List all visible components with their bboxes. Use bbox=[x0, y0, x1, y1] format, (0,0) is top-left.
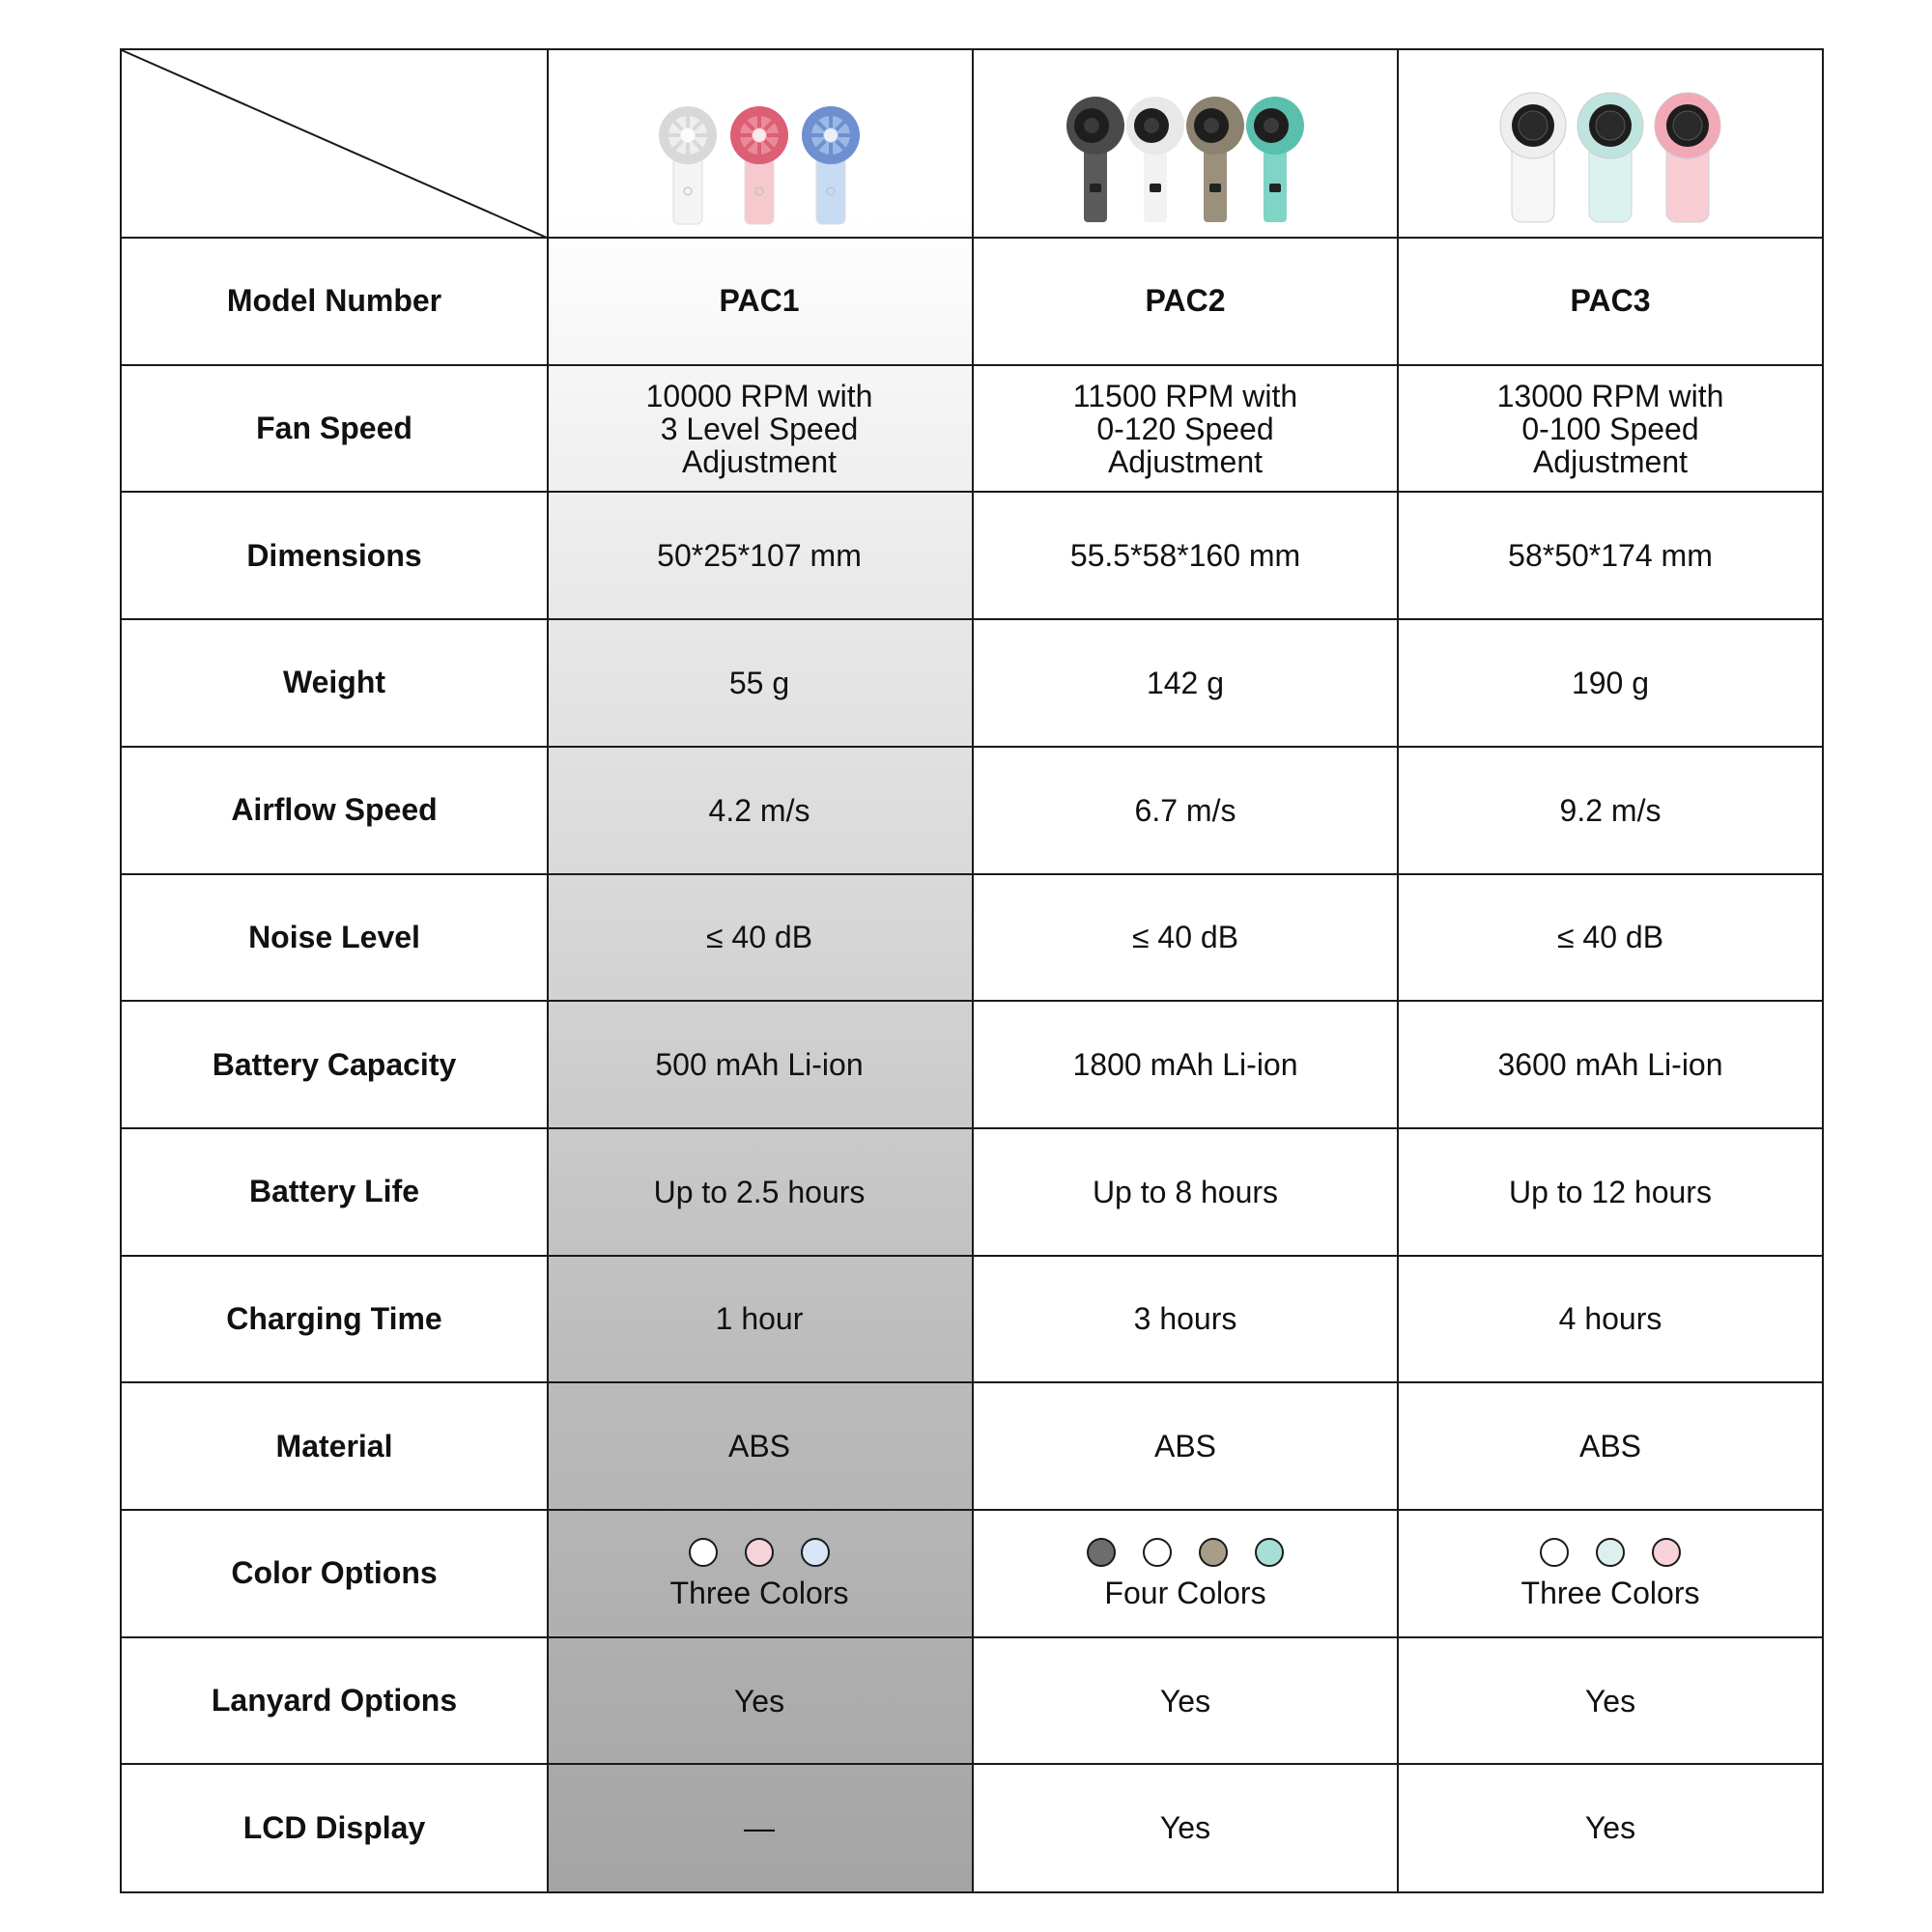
weight-value-2: 142 g bbox=[1146, 665, 1225, 700]
color-swatch bbox=[1143, 1538, 1172, 1567]
lanyard-options-value-1: Yes bbox=[733, 1683, 785, 1719]
handheld-fan-icon bbox=[1186, 97, 1244, 222]
row-label-airflow-speed: Airflow Speed bbox=[231, 792, 438, 828]
charging-time-value-3: 4 hours bbox=[1558, 1301, 1662, 1337]
color-swatch bbox=[1596, 1538, 1625, 1567]
fan-image-pac1 bbox=[547, 50, 972, 238]
dimensions-value-3: 58*50*174 mm bbox=[1508, 538, 1713, 574]
model-number-value-3: PAC3 bbox=[1570, 283, 1651, 319]
handheld-fan-icon bbox=[802, 106, 860, 224]
color-swatch bbox=[1652, 1538, 1681, 1567]
handheld-fan-icon bbox=[1500, 93, 1566, 222]
color-swatch bbox=[1087, 1538, 1116, 1567]
color-swatch bbox=[801, 1538, 830, 1567]
dimensions-value-1: 50*25*107 mm bbox=[657, 538, 862, 574]
fan-speed-value-3: 13000 RPM with 0-100 Speed Adjustment bbox=[1496, 378, 1724, 479]
material-value-3: ABS bbox=[1578, 1429, 1642, 1464]
row-label-material: Material bbox=[275, 1428, 393, 1463]
fan-speed-value-1: 10000 RPM with 3 Level Speed Adjustment bbox=[645, 378, 873, 479]
comparison-table bbox=[120, 48, 1824, 1893]
handheld-fan-icon bbox=[1577, 93, 1643, 222]
battery-capacity-value-1: 500 mAh Li-ion bbox=[655, 1047, 864, 1083]
product-image-pac2 bbox=[974, 50, 1397, 238]
airflow-speed-value-1: 4.2 m/s bbox=[708, 792, 810, 828]
handheld-fan-icon bbox=[1126, 97, 1184, 222]
product-image-pac1 bbox=[547, 50, 972, 238]
handheld-fan-icon bbox=[730, 106, 788, 224]
noise-level-value-2: ≤ 40 dB bbox=[1131, 920, 1239, 955]
fan-image-pac3 bbox=[1399, 50, 1822, 238]
lcd-display-value-2: Yes bbox=[1159, 1810, 1211, 1846]
header-diagonal-line bbox=[122, 50, 547, 238]
material-value-2: ABS bbox=[1153, 1429, 1217, 1464]
row-label-lcd-display: LCD Display bbox=[242, 1809, 426, 1845]
model-number-value-2: PAC2 bbox=[1145, 283, 1226, 319]
row-label-battery-capacity: Battery Capacity bbox=[212, 1046, 457, 1082]
material-value-1: ABS bbox=[727, 1429, 791, 1464]
row-label-fan-speed: Fan Speed bbox=[256, 411, 412, 446]
charging-time-value-2: 3 hours bbox=[1133, 1301, 1237, 1337]
color-options-text: Four Colors bbox=[1104, 1575, 1266, 1610]
color-swatch-group bbox=[1087, 1538, 1284, 1567]
row-label-color-options: Color Options bbox=[231, 1555, 438, 1591]
charging-time-value-1: 1 hour bbox=[715, 1301, 804, 1337]
lcd-display-value-1: — bbox=[744, 1810, 775, 1846]
battery-capacity-value-2: 1800 mAh Li-ion bbox=[1072, 1047, 1298, 1083]
row-label-weight: Weight bbox=[282, 665, 386, 700]
color-swatch bbox=[1199, 1538, 1228, 1567]
color-options-text: Three Colors bbox=[1520, 1575, 1700, 1610]
battery-life-value-3: Up to 12 hours bbox=[1509, 1174, 1712, 1209]
handheld-fan-icon bbox=[1655, 93, 1720, 222]
battery-life-value-1: Up to 2.5 hours bbox=[653, 1174, 866, 1209]
row-label-dimensions: Dimensions bbox=[246, 537, 422, 573]
row-label-charging-time: Charging Time bbox=[226, 1300, 442, 1336]
color-swatch bbox=[745, 1538, 774, 1567]
row-label-lanyard-options: Lanyard Options bbox=[211, 1683, 458, 1719]
model-number-value-1: PAC1 bbox=[719, 283, 800, 319]
color-swatch-group bbox=[689, 1538, 830, 1567]
row-label-model-number: Model Number bbox=[226, 283, 442, 319]
color-swatch-group bbox=[1540, 1538, 1681, 1567]
handheld-fan-icon bbox=[1246, 97, 1304, 222]
lcd-display-value-3: Yes bbox=[1584, 1810, 1636, 1846]
row-label-battery-life: Battery Life bbox=[248, 1174, 420, 1209]
noise-level-value-1: ≤ 40 dB bbox=[705, 920, 813, 955]
airflow-speed-value-2: 6.7 m/s bbox=[1134, 792, 1236, 828]
handheld-fan-icon bbox=[1066, 97, 1124, 222]
color-swatch bbox=[689, 1538, 718, 1567]
dimensions-value-2: 55.5*58*160 mm bbox=[1069, 538, 1301, 574]
handheld-fan-icon bbox=[659, 106, 717, 224]
row-label-noise-level: Noise Level bbox=[248, 919, 420, 954]
airflow-speed-value-3: 9.2 m/s bbox=[1559, 792, 1662, 828]
color-options-cell-1 bbox=[547, 1510, 972, 1637]
weight-value-3: 190 g bbox=[1571, 665, 1650, 700]
noise-level-value-3: ≤ 40 dB bbox=[1556, 920, 1664, 955]
battery-capacity-value-3: 3600 mAh Li-ion bbox=[1497, 1047, 1723, 1083]
product-image-pac3 bbox=[1399, 50, 1822, 238]
fan-image-pac2 bbox=[974, 50, 1397, 238]
color-swatch bbox=[1255, 1538, 1284, 1567]
color-options-text: Three Colors bbox=[669, 1575, 849, 1610]
lanyard-options-value-2: Yes bbox=[1159, 1683, 1211, 1719]
fan-speed-value-2: 11500 RPM with 0-120 Speed Adjustment bbox=[1072, 378, 1298, 479]
color-swatch bbox=[1540, 1538, 1569, 1567]
lanyard-options-value-3: Yes bbox=[1584, 1683, 1636, 1719]
color-options-cell-3 bbox=[1399, 1510, 1822, 1637]
battery-life-value-2: Up to 8 hours bbox=[1092, 1174, 1279, 1209]
weight-value-1: 55 g bbox=[728, 665, 790, 700]
color-options-cell-2 bbox=[974, 1510, 1397, 1637]
